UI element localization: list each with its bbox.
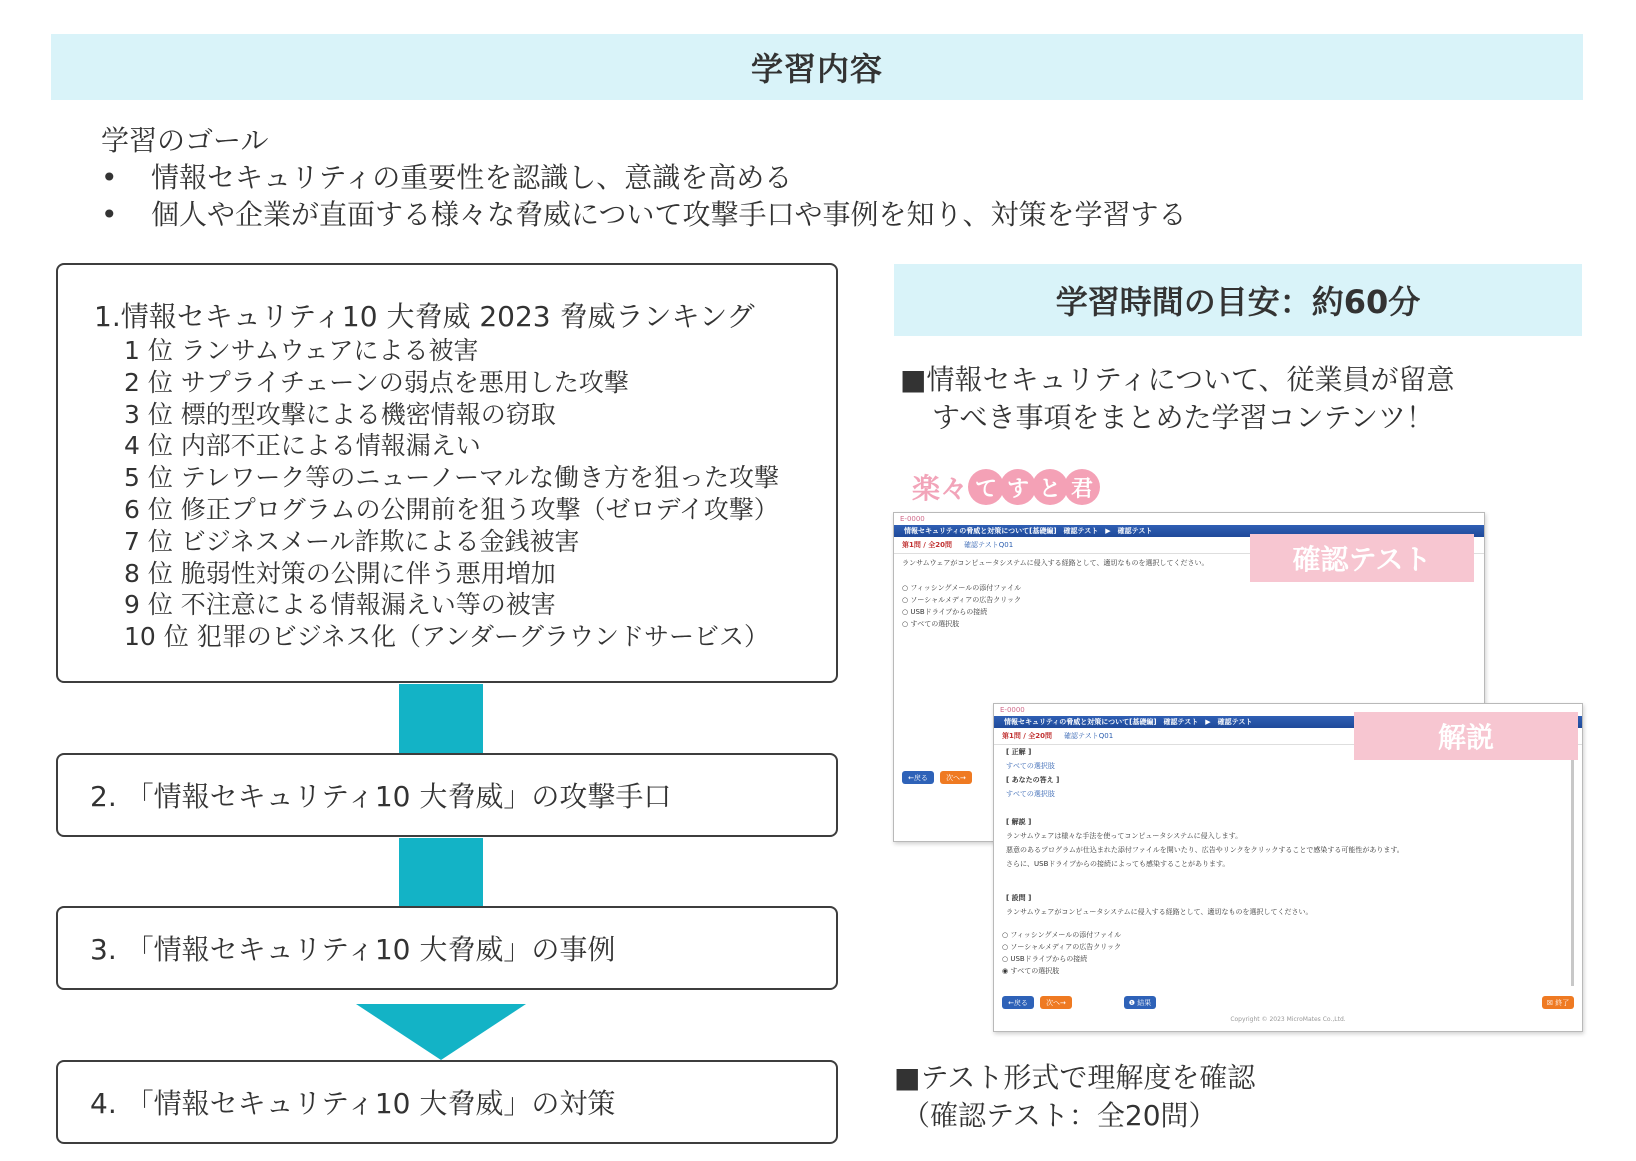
your-answer: すべての選択肢: [1006, 790, 1055, 798]
screen-id: E-0000: [1000, 706, 1025, 714]
logo-char: 君: [1064, 469, 1100, 505]
goal-text: 情報セキュリティの重要性を認識し、意識を高める: [151, 161, 793, 194]
question-text: ランサムウェアがコンピュータシステムに侵入する経路として、適切なものを選択してください。: [902, 559, 1209, 567]
bullet-icon: •: [101, 161, 118, 194]
logo-text: 楽々: [912, 472, 969, 505]
goal-text: 個人や企業が直面する様々な脅威について攻撃手口や事例を知り、対策を学習する: [151, 198, 1187, 231]
your-answer-label: [ あなたの答え ]: [1006, 776, 1060, 784]
correct-answer: すべての選択肢: [1006, 762, 1055, 770]
explanation-label: [ 解説 ]: [1006, 818, 1032, 826]
explanation-line: ランサムウェアは様々な手法を使ってコンピュータシステムに侵入します。: [1006, 832, 1243, 840]
step4-text: 4. 「情報セキュリティ10 大脅威」の対策: [90, 1087, 616, 1120]
bullet-icon: •: [101, 198, 118, 231]
rank-item: 3 位 標的型攻撃による機密情報の窃取: [124, 399, 556, 429]
study-time-text: 学習時間の目安：約60分: [1055, 283, 1421, 321]
answer-option: ○ ソーシャルメディアの広告クリック: [1002, 943, 1122, 951]
test-description: [894, 1059, 1255, 1135]
question-id: 確認テストQ01: [964, 541, 1014, 549]
goal-item: [101, 159, 1186, 196]
study-time-banner: [894, 264, 1582, 336]
step2-text: 2. 「情報セキュリティ10 大脅威」の攻撃手口: [90, 780, 672, 813]
goal-item: [101, 196, 1186, 233]
answer-option: ○ USBドライブからの接続: [1002, 955, 1088, 963]
screen-header: 情報セキュリティの脅威と対策について[基礎編] 確認テスト ▶ 確認テスト: [894, 525, 1484, 537]
back-button: ←戻る: [902, 771, 934, 784]
rank-item: 5 位 テレワーク等のニューノーマルな働き方を狙った攻撃: [124, 463, 780, 493]
goals-heading: 学習のゴール: [101, 124, 269, 157]
answer-option: ○ ソーシャルメディアの広告クリック: [902, 596, 1022, 604]
test-description-line: ■テスト形式で理解度を確認: [894, 1061, 1256, 1094]
question-label: [ 設問 ]: [1006, 894, 1032, 902]
answer-option: ◉ すべての選択肢: [1002, 967, 1060, 975]
goals-section: [101, 122, 1186, 233]
flow-connector: [399, 684, 483, 753]
page-title: 学習内容: [750, 50, 883, 88]
description-line: ■情報セキュリティについて、従業員が留意: [900, 363, 1455, 396]
page-title-bar: [51, 34, 1583, 100]
flow-arrow-icon: [356, 1004, 526, 1060]
flow-connector: [399, 838, 483, 906]
copyright-text: Copyright © 2023 MicroMates Co.,Ltd.: [1230, 1016, 1346, 1023]
scrollbar: [1571, 756, 1574, 986]
answer-option: ○ USBドライブからの接続: [902, 608, 988, 616]
flow-step-3: [56, 906, 838, 990]
explanation-line: さらに、USBドライブからの接続によっても感染することがあります。: [1006, 860, 1230, 868]
flow-step-4: [56, 1060, 838, 1144]
test-description-line: （確認テスト：全20問）: [902, 1099, 1217, 1132]
next-button: 次へ→: [1040, 996, 1072, 1009]
rank-item: 6 位 修正プログラムの公開前を狙う攻撃（ゼロデイ攻撃）: [124, 494, 779, 524]
answer-option: ○ フィッシングメールの添付ファイル: [902, 584, 1022, 592]
correct-label: [ 正解 ]: [1006, 748, 1032, 756]
result-button: ❶ 結果: [1124, 996, 1156, 1009]
screen-buttons: [1002, 996, 1156, 1009]
rank-item: 8 位 脆弱性対策の公開に伴う悪用増加: [124, 558, 556, 588]
question-number: 第1問 / 全20問: [1002, 732, 1053, 740]
logo-char: て: [968, 469, 1004, 505]
answer-option: ○ すべての選択肢: [902, 620, 960, 628]
flow-step-2: [56, 753, 838, 837]
rank-item: 4 位 内部不正による情報漏えい: [124, 431, 481, 461]
screen-buttons: [902, 771, 972, 784]
rank-item: 10 位 犯罪のビジネス化（アンダーグラウンドサービス）: [124, 622, 769, 652]
back-button: ←戻る: [1002, 996, 1034, 1009]
rank-item: 2 位 サプライチェーンの弱点を悪用した攻撃: [124, 367, 629, 397]
next-button: 次へ→: [940, 771, 972, 784]
step3-text: 3. 「情報セキュリティ10 大脅威」の事例: [90, 933, 616, 966]
question-id: 確認テストQ01: [1064, 732, 1114, 740]
step1-heading: 1.情報セキュリティ10 大脅威 2023 脅威ランキング: [94, 300, 755, 333]
rank-item: 1 位 ランサムウェアによる被害: [124, 336, 479, 365]
question-text: ランサムウェアがコンピュータシステムに侵入する経路として、適切なものを選択してください。: [1006, 908, 1313, 916]
flow-step-1: [56, 263, 838, 683]
logo-char: と: [1032, 469, 1068, 505]
rank-item: 7 位 ビジネスメール詐欺による金銭被害: [124, 526, 580, 556]
content-description: [900, 361, 1455, 437]
end-button: ☒ 終了: [1542, 996, 1574, 1009]
test-label: 確認テスト: [1250, 534, 1474, 582]
screen-id: E-0000: [900, 515, 925, 523]
logo-char: す: [1000, 469, 1036, 505]
rank-item: 9 位 不注意による情報漏えい等の被害: [124, 590, 556, 620]
explanation-line: 悪意のあるプログラムが仕込まれた添付ファイルを開いたり、広告やリンクをクリックすることで感染する可能性があります。: [1006, 846, 1404, 854]
description-line: すべき事項をまとめた学習コンテンツ！: [932, 401, 1435, 434]
product-logo: [912, 467, 1100, 507]
screen-header: 情報セキュリティの脅威と対策について[基礎編] 確認テスト ▶ 確認テスト: [994, 716, 1582, 728]
explanation-label-badge: 解説: [1354, 712, 1578, 760]
question-number: 第1問 / 全20問: [902, 541, 953, 549]
answer-option: ○ フィッシングメールの添付ファイル: [1002, 931, 1122, 939]
